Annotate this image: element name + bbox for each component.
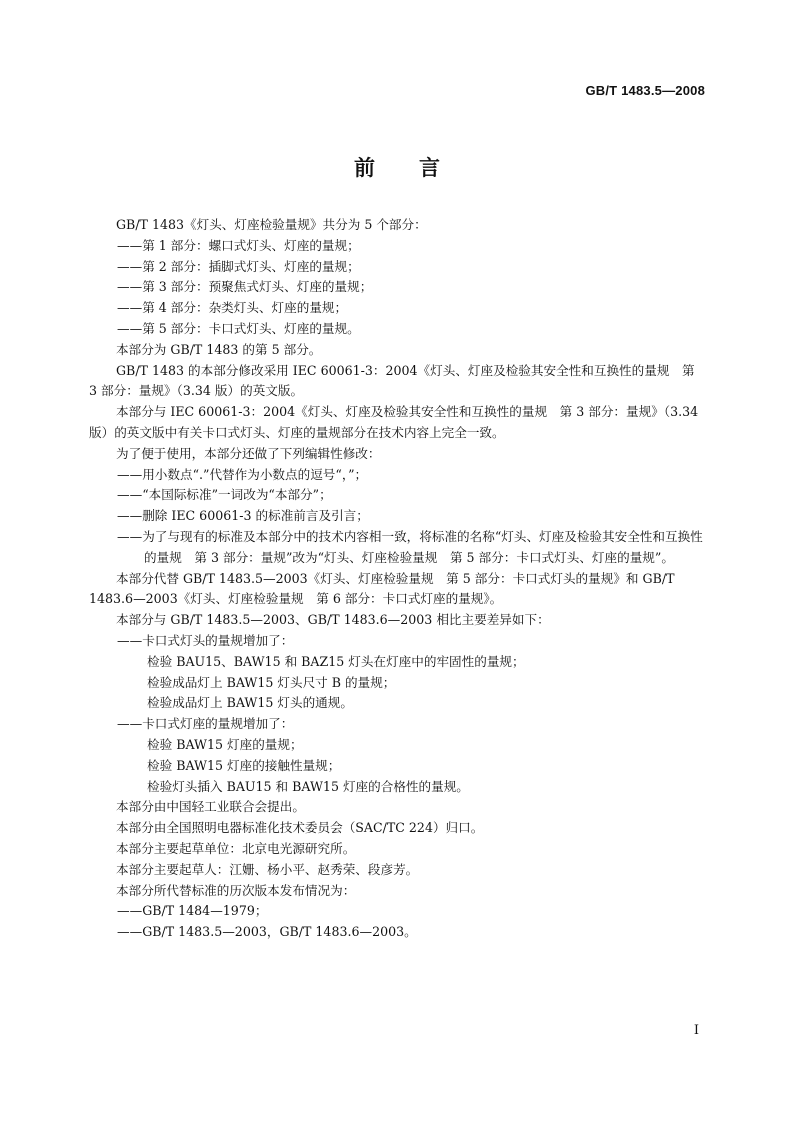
paragraph: 本部分由全国照明电器标准化技术委员会（SAC/TC 224）归口。 [116,820,484,836]
paragraph: 本部分代替 GB/T 1483.5—2003《灯头、灯座检验量规 第 5 部分：卡口式灯头的量规》和 GB/T 1483.6—2003《灯头、灯座检验量规 第 6 部分：卡口式灯座的量规》。 [89,570,675,607]
paragraph: 本部分主要起草单位：北京电光源研究所。 [116,840,356,856]
paragraph: GB/T 1483《灯头、灯座检验量规》共分为 5 个部分： [116,217,427,232]
paragraph: 本部分所代替标准的历次版本发布情况为： [116,882,356,898]
list-item: ——GB/T 1483.5—2003，GB/T 1483.6—2003。 [117,924,417,940]
list-item: ——第 4 部分：杂类灯头、灯座的量规； [117,300,348,316]
sub-item: 检验 BAU15、BAW15 和 BAZ15 灯头在灯座中的牢固性的量规； [147,653,525,669]
sub-item: 检验 BAW15 灯座的量规； [147,736,303,752]
list-item: ——“本国际标准”一词改为“本部分”； [117,487,332,503]
list-item: ——第 5 部分：卡口式灯头、灯座的量规。 [117,320,360,336]
foreword-body [89,215,705,943]
list-item: ——用小数点“.”代替作为小数点的逗号“，”； [117,466,368,482]
paragraph: 为了便于使用，本部分还做了下列编辑性修改： [116,445,381,461]
sub-item: 检验 BAW15 灯座的接触性量规； [147,757,341,773]
list-item: ——第 2 部分：插脚式灯头、灯座的量规； [117,258,360,274]
list-item: ——卡口式灯座的量规增加了： [117,716,294,732]
paragraph: 本部分由中国轻工业联合会提出。 [116,799,305,815]
sub-item: 检验成品灯上 BAW15 灯头尺寸 B 的量规； [147,674,396,690]
document-number: GB/T 1483.5—2008 [585,83,705,98]
list-item: ——第 3 部分：预聚焦式灯头、灯座的量规； [117,279,373,295]
list-item: ——第 1 部分：螺口式灯头、灯座的量规； [117,237,360,253]
paragraph: 本部分与 GB/T 1483.5—2003、GB/T 1483.6—2003 相比主要差异如下： [116,612,550,628]
page-title: 前言 [354,156,484,180]
paragraph: 本部分为 GB/T 1483 的第 5 部分。 [116,341,322,357]
paragraph: 本部分主要起草人：江姗、杨小平、赵秀荣、段彦芳。 [116,861,419,877]
list-item: ——GB/T 1484—1979； [117,903,268,919]
list-item: ——为了与现有的标准及本部分中的技术内容相一致，将标准的名称“灯头、灯座及检验其安全性和互换性的量规 第 3 部分：量规”改为“灯头、灯座检验量规 第 5 部分：卡口式灯头、灯座的量规”。 [117,528,703,565]
list-item: ——删除 IEC 60061-3 的标准前言及引言； [117,508,369,524]
page-number: I [693,1023,699,1038]
sub-item: 检验成品灯上 BAW15 灯头的通规。 [147,695,353,711]
list-item: ——卡口式灯头的量规增加了： [117,632,294,648]
paragraph: 本部分与 IEC 60061-3：2004《灯头、灯座及检验其安全性和互换性的量规 第 3 部分：量规》（3.34 版）的英文版中有关卡口式灯头、灯座的量规部分在技术内容上完全一致。 [89,404,699,440]
sub-item: 检验灯头插入 BAU15 和 BAW15 灯座的合格性的量规。 [147,778,469,794]
paragraph: GB/T 1483 的本部分修改采用 IEC 60061-3：2004《灯头、灯座及检验其安全性和互换性的量规 第 3 部分：量规》（3.34 版）的英文版。 [89,362,695,399]
